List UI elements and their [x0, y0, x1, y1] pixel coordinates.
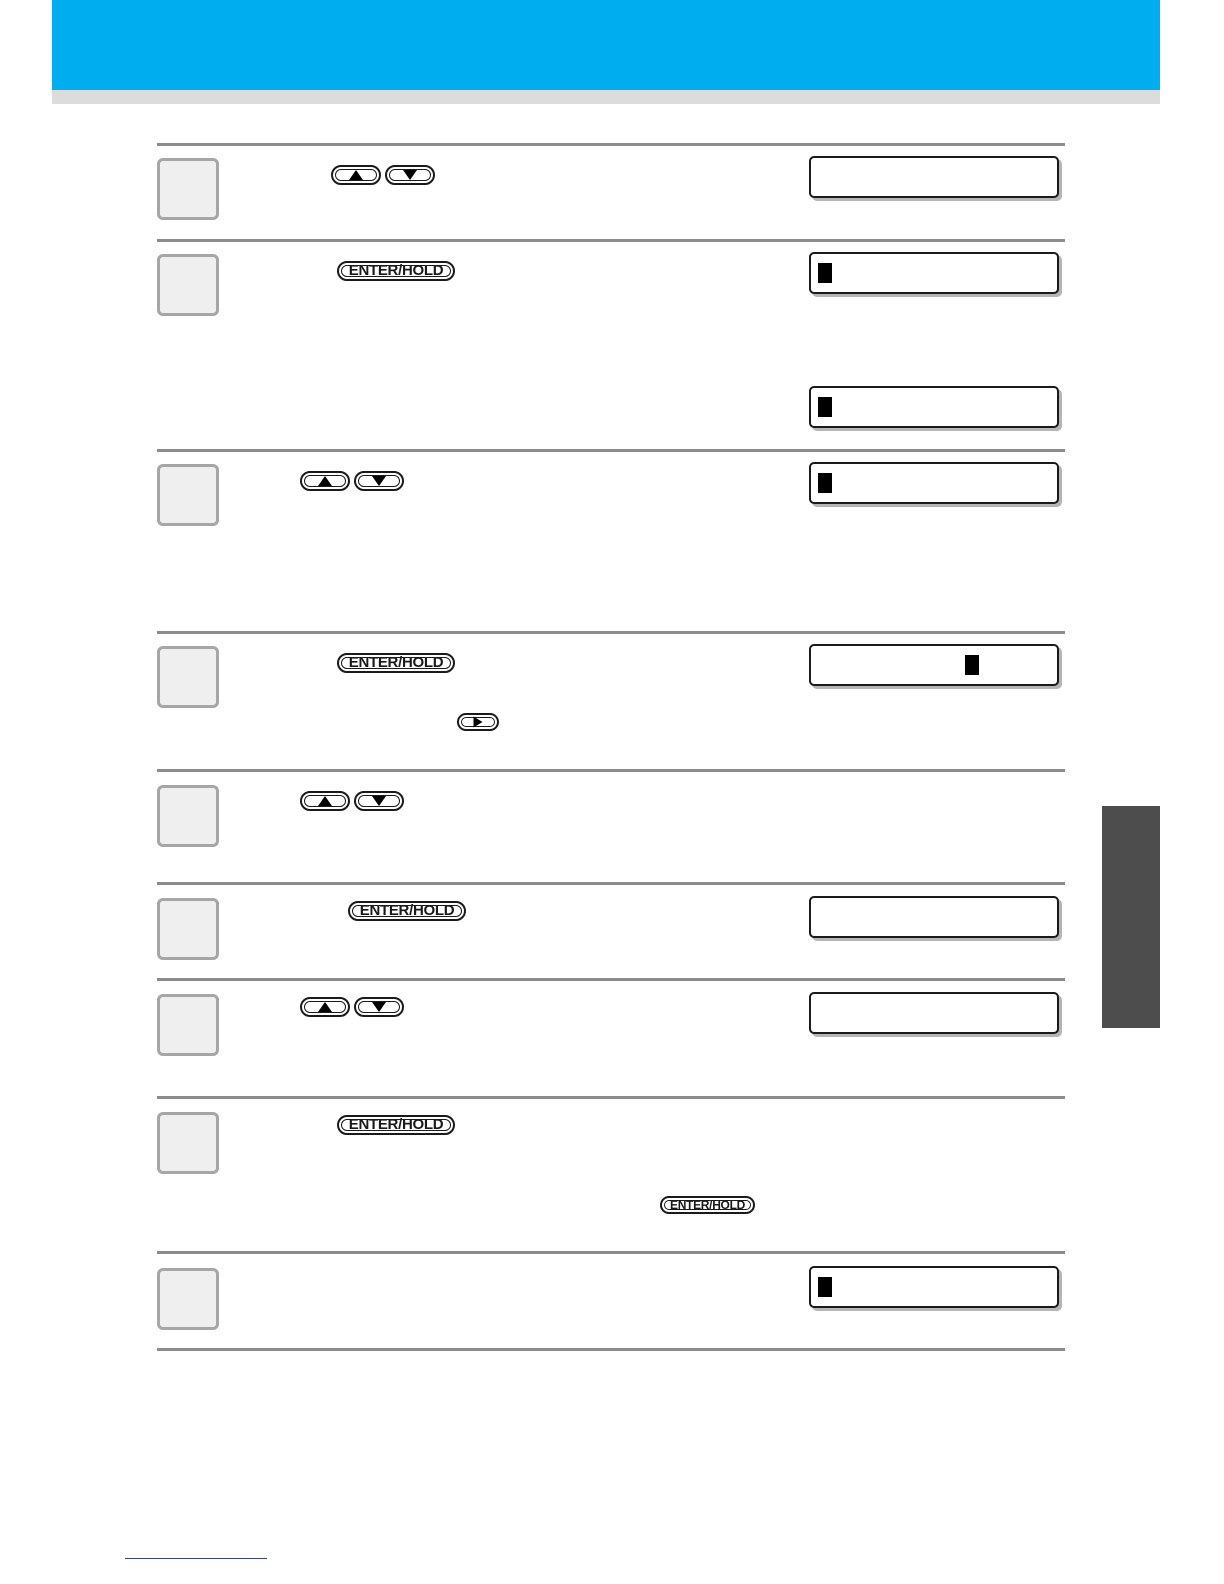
footer-link-underline[interactable]: [125, 1558, 267, 1559]
step-number-box: [157, 898, 219, 960]
enter-hold-key[interactable]: [337, 653, 455, 673]
triangle-up-icon: [318, 796, 332, 806]
chapter-side-tab: [1102, 806, 1160, 1028]
step-number-box: [157, 254, 219, 316]
enter-hold-key[interactable]: [337, 1115, 455, 1135]
lcd-display: [809, 462, 1059, 504]
down-key[interactable]: [354, 997, 404, 1017]
triangle-down-icon: [372, 1002, 386, 1012]
step-number-box: [157, 158, 219, 220]
lcd-cursor: [818, 473, 832, 493]
step-divider: [157, 1096, 1065, 1099]
triangle-up-icon: [318, 476, 332, 486]
step-number-box: [157, 646, 219, 708]
lcd-display: [809, 992, 1059, 1034]
triangle-down-icon: [372, 796, 386, 806]
enter-hold-key-label: ENTER/HOLD: [348, 262, 444, 279]
step-number-box: [157, 1112, 219, 1174]
up-key[interactable]: [300, 791, 350, 811]
enter-hold-key-label: ENTER/HOLD: [359, 902, 455, 919]
step-divider: [157, 239, 1065, 242]
triangle-right-icon: [474, 717, 483, 728]
down-key[interactable]: [354, 791, 404, 811]
header-band: [52, 0, 1160, 90]
up-key[interactable]: [300, 471, 350, 491]
enter-hold-key-label: ENTER/HOLD: [669, 1198, 745, 1212]
step-divider: [157, 769, 1065, 772]
triangle-down-icon: [372, 476, 386, 486]
lcd-display: [809, 252, 1059, 294]
lcd-display: [809, 644, 1059, 686]
down-key[interactable]: [385, 165, 435, 185]
triangle-up-icon: [318, 1002, 332, 1012]
right-key[interactable]: [457, 713, 499, 731]
triangle-up-icon: [349, 170, 363, 180]
lcd-cursor: [965, 655, 979, 675]
enter-hold-key[interactable]: [348, 901, 466, 921]
enter-hold-key[interactable]: [337, 261, 455, 281]
step-divider: [157, 978, 1065, 981]
enter-hold-key-small[interactable]: [660, 1196, 755, 1214]
down-key[interactable]: [354, 471, 404, 491]
lcd-display: [809, 1266, 1059, 1308]
step-divider: [157, 882, 1065, 885]
step-divider: [157, 631, 1065, 634]
bottom-divider: [157, 1348, 1065, 1351]
lcd-display: [809, 156, 1059, 198]
step-number-box: [157, 464, 219, 526]
lcd-cursor: [818, 1277, 832, 1297]
step-divider: [157, 143, 1065, 146]
step-number-box: [157, 785, 219, 847]
enter-hold-key-label: ENTER/HOLD: [348, 654, 444, 671]
step-divider: [157, 449, 1065, 452]
lcd-cursor: [818, 263, 832, 283]
triangle-down-icon: [403, 170, 417, 180]
step-number-box: [157, 1268, 219, 1330]
lcd-cursor: [818, 397, 832, 417]
enter-hold-key-label: ENTER/HOLD: [348, 1116, 444, 1133]
lcd-display: [809, 386, 1059, 428]
up-key[interactable]: [300, 997, 350, 1017]
step-number-box: [157, 994, 219, 1056]
up-key[interactable]: [331, 165, 381, 185]
header-shadow: [52, 90, 1160, 104]
lcd-display: [809, 896, 1059, 938]
step-divider: [157, 1251, 1065, 1254]
